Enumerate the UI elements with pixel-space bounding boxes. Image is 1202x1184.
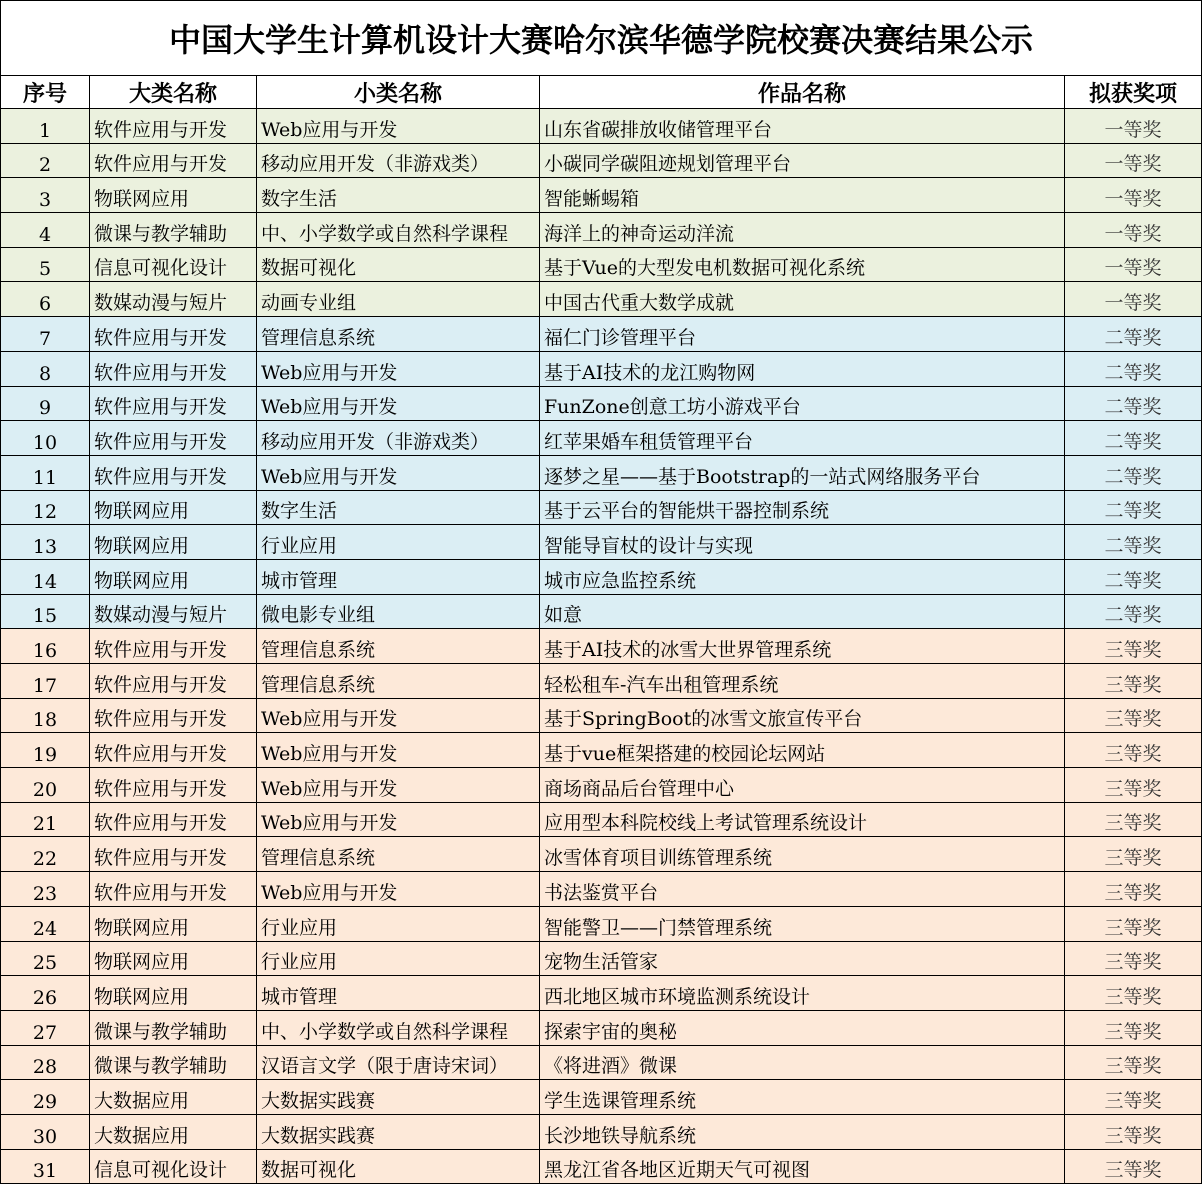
cell-major-category: 软件应用与开发 bbox=[90, 143, 257, 178]
table-row bbox=[1, 282, 1202, 317]
table-row bbox=[1, 664, 1202, 699]
cell-index: 11 bbox=[1, 455, 90, 490]
cell-minor-category: 数字生活 bbox=[257, 490, 540, 525]
cell-award: 三等奖 bbox=[1065, 872, 1202, 907]
cell-index: 1 bbox=[1, 109, 90, 144]
cell-award: 一等奖 bbox=[1065, 178, 1202, 213]
cell-award: 三等奖 bbox=[1065, 802, 1202, 837]
cell-work-name: 黑龙江省各地区近期天气可视图 bbox=[540, 1149, 1065, 1184]
cell-minor-category: 行业应用 bbox=[257, 906, 540, 941]
cell-work-name: 红苹果婚车租赁管理平台 bbox=[540, 421, 1065, 456]
cell-work-name: 西北地区城市环境监测系统设计 bbox=[540, 976, 1065, 1011]
cell-major-category: 数媒动漫与短片 bbox=[90, 282, 257, 317]
cell-major-category: 数媒动漫与短片 bbox=[90, 594, 257, 629]
cell-major-category: 软件应用与开发 bbox=[90, 386, 257, 421]
cell-index: 13 bbox=[1, 525, 90, 560]
cell-major-category: 信息可视化设计 bbox=[90, 1149, 257, 1184]
cell-index: 5 bbox=[1, 247, 90, 282]
cell-work-name: 基于云平台的智能烘干器控制系统 bbox=[540, 490, 1065, 525]
cell-minor-category: Web应用与开发 bbox=[257, 455, 540, 490]
cell-minor-category: Web应用与开发 bbox=[257, 768, 540, 803]
table-row bbox=[1, 976, 1202, 1011]
cell-minor-category: 汉语言文学（限于唐诗宋词） bbox=[257, 1045, 540, 1080]
table-row bbox=[1, 386, 1202, 421]
cell-minor-category: 管理信息系统 bbox=[257, 629, 540, 664]
table-row bbox=[1, 872, 1202, 907]
cell-minor-category: Web应用与开发 bbox=[257, 872, 540, 907]
table-row bbox=[1, 1010, 1202, 1045]
cell-award: 三等奖 bbox=[1065, 1149, 1202, 1184]
cell-award: 三等奖 bbox=[1065, 664, 1202, 699]
cell-minor-category: Web应用与开发 bbox=[257, 698, 540, 733]
cell-major-category: 物联网应用 bbox=[90, 178, 257, 213]
cell-major-category: 微课与教学辅助 bbox=[90, 1045, 257, 1080]
cell-work-name: 基于SpringBoot的冰雪文旅宣传平台 bbox=[540, 698, 1065, 733]
table-row bbox=[1, 1045, 1202, 1080]
header-work-name: 作品名称 bbox=[540, 76, 1065, 109]
cell-index: 3 bbox=[1, 178, 90, 213]
cell-major-category: 物联网应用 bbox=[90, 525, 257, 560]
table-row bbox=[1, 525, 1202, 560]
cell-major-category: 微课与教学辅助 bbox=[90, 213, 257, 248]
cell-work-name: 长沙地铁导航系统 bbox=[540, 1114, 1065, 1149]
cell-award: 二等奖 bbox=[1065, 455, 1202, 490]
header-index: 序号 bbox=[1, 76, 90, 109]
cell-minor-category: 中、小学数学或自然科学课程 bbox=[257, 213, 540, 248]
table-body bbox=[1, 109, 1202, 1184]
cell-index: 14 bbox=[1, 559, 90, 594]
title-row bbox=[1, 1, 1202, 76]
cell-award: 一等奖 bbox=[1065, 143, 1202, 178]
cell-major-category: 软件应用与开发 bbox=[90, 768, 257, 803]
table-row bbox=[1, 1149, 1202, 1184]
cell-index: 25 bbox=[1, 941, 90, 976]
cell-index: 26 bbox=[1, 976, 90, 1011]
table-row bbox=[1, 455, 1202, 490]
table-row bbox=[1, 906, 1202, 941]
cell-minor-category: 微电影专业组 bbox=[257, 594, 540, 629]
cell-index: 21 bbox=[1, 802, 90, 837]
cell-major-category: 软件应用与开发 bbox=[90, 109, 257, 144]
cell-index: 9 bbox=[1, 386, 90, 421]
header-award: 拟获奖项 bbox=[1065, 76, 1202, 109]
cell-minor-category: 大数据实践赛 bbox=[257, 1114, 540, 1149]
cell-award: 三等奖 bbox=[1065, 1114, 1202, 1149]
table-row bbox=[1, 351, 1202, 386]
header-major-category: 大类名称 bbox=[90, 76, 257, 109]
cell-minor-category: 管理信息系统 bbox=[257, 837, 540, 872]
cell-award: 三等奖 bbox=[1065, 1010, 1202, 1045]
cell-minor-category: 动画专业组 bbox=[257, 282, 540, 317]
cell-minor-category: 移动应用开发（非游戏类） bbox=[257, 421, 540, 456]
cell-work-name: 宠物生活管家 bbox=[540, 941, 1065, 976]
cell-minor-category: 数据可视化 bbox=[257, 1149, 540, 1184]
cell-minor-category: 中、小学数学或自然科学课程 bbox=[257, 1010, 540, 1045]
cell-award: 二等奖 bbox=[1065, 559, 1202, 594]
cell-work-name: 冰雪体育项目训练管理系统 bbox=[540, 837, 1065, 872]
cell-work-name: 福仁门诊管理平台 bbox=[540, 317, 1065, 352]
table-row bbox=[1, 629, 1202, 664]
cell-major-category: 软件应用与开发 bbox=[90, 733, 257, 768]
cell-index: 17 bbox=[1, 664, 90, 699]
cell-work-name: 中国古代重大数学成就 bbox=[540, 282, 1065, 317]
cell-index: 7 bbox=[1, 317, 90, 352]
cell-award: 二等奖 bbox=[1065, 317, 1202, 352]
cell-work-name: 轻松租车-汽车出租管理系统 bbox=[540, 664, 1065, 699]
page-title: 中国大学生计算机设计大赛哈尔滨华德学院校赛决赛结果公示 bbox=[1, 1, 1202, 76]
cell-award: 三等奖 bbox=[1065, 698, 1202, 733]
cell-minor-category: 数字生活 bbox=[257, 178, 540, 213]
header-row bbox=[1, 76, 1202, 109]
cell-award: 一等奖 bbox=[1065, 213, 1202, 248]
cell-award: 二等奖 bbox=[1065, 421, 1202, 456]
cell-major-category: 软件应用与开发 bbox=[90, 872, 257, 907]
cell-index: 29 bbox=[1, 1080, 90, 1115]
cell-award: 二等奖 bbox=[1065, 386, 1202, 421]
cell-minor-category: 移动应用开发（非游戏类） bbox=[257, 143, 540, 178]
cell-index: 23 bbox=[1, 872, 90, 907]
cell-award: 三等奖 bbox=[1065, 768, 1202, 803]
table-row bbox=[1, 559, 1202, 594]
cell-minor-category: 大数据实践赛 bbox=[257, 1080, 540, 1115]
table-row bbox=[1, 698, 1202, 733]
cell-award: 二等奖 bbox=[1065, 594, 1202, 629]
cell-minor-category: 城市管理 bbox=[257, 976, 540, 1011]
cell-work-name: 探索宇宙的奥秘 bbox=[540, 1010, 1065, 1045]
cell-index: 18 bbox=[1, 698, 90, 733]
cell-major-category: 信息可视化设计 bbox=[90, 247, 257, 282]
cell-award: 二等奖 bbox=[1065, 490, 1202, 525]
cell-award: 三等奖 bbox=[1065, 629, 1202, 664]
cell-minor-category: 城市管理 bbox=[257, 559, 540, 594]
cell-award: 三等奖 bbox=[1065, 1045, 1202, 1080]
table-row bbox=[1, 247, 1202, 282]
cell-major-category: 软件应用与开发 bbox=[90, 664, 257, 699]
table-row bbox=[1, 421, 1202, 456]
cell-minor-category: Web应用与开发 bbox=[257, 351, 540, 386]
cell-work-name: 小碳同学碳阻迹规划管理平台 bbox=[540, 143, 1065, 178]
cell-minor-category: Web应用与开发 bbox=[257, 733, 540, 768]
cell-work-name: 基于AI技术的冰雪大世界管理系统 bbox=[540, 629, 1065, 664]
cell-minor-category: 管理信息系统 bbox=[257, 664, 540, 699]
cell-major-category: 物联网应用 bbox=[90, 941, 257, 976]
cell-award: 三等奖 bbox=[1065, 1080, 1202, 1115]
cell-index: 6 bbox=[1, 282, 90, 317]
cell-minor-category: 行业应用 bbox=[257, 525, 540, 560]
cell-major-category: 软件应用与开发 bbox=[90, 421, 257, 456]
cell-index: 10 bbox=[1, 421, 90, 456]
cell-major-category: 软件应用与开发 bbox=[90, 317, 257, 352]
cell-index: 22 bbox=[1, 837, 90, 872]
cell-work-name: 基于Vue的大型发电机数据可视化系统 bbox=[540, 247, 1065, 282]
cell-index: 4 bbox=[1, 213, 90, 248]
cell-minor-category: 行业应用 bbox=[257, 941, 540, 976]
cell-work-name: 逐梦之星——基于Bootstrap的一站式网络服务平台 bbox=[540, 455, 1065, 490]
cell-index: 24 bbox=[1, 906, 90, 941]
cell-work-name: 智能蜥蜴箱 bbox=[540, 178, 1065, 213]
cell-work-name: 基于AI技术的龙江购物网 bbox=[540, 351, 1065, 386]
cell-award: 二等奖 bbox=[1065, 351, 1202, 386]
cell-major-category: 软件应用与开发 bbox=[90, 351, 257, 386]
table-row bbox=[1, 837, 1202, 872]
table-row bbox=[1, 733, 1202, 768]
cell-work-name: 山东省碳排放收储管理平台 bbox=[540, 109, 1065, 144]
cell-award: 三等奖 bbox=[1065, 976, 1202, 1011]
cell-award: 三等奖 bbox=[1065, 906, 1202, 941]
cell-work-name: 海洋上的神奇运动洋流 bbox=[540, 213, 1065, 248]
cell-major-category: 物联网应用 bbox=[90, 906, 257, 941]
cell-major-category: 大数据应用 bbox=[90, 1114, 257, 1149]
cell-work-name: 智能导盲杖的设计与实现 bbox=[540, 525, 1065, 560]
cell-index: 19 bbox=[1, 733, 90, 768]
cell-major-category: 物联网应用 bbox=[90, 559, 257, 594]
cell-work-name: 《将进酒》微课 bbox=[540, 1045, 1065, 1080]
cell-award: 三等奖 bbox=[1065, 733, 1202, 768]
table-row bbox=[1, 317, 1202, 352]
table-row bbox=[1, 213, 1202, 248]
table-row bbox=[1, 1080, 1202, 1115]
cell-major-category: 软件应用与开发 bbox=[90, 837, 257, 872]
table-row bbox=[1, 768, 1202, 803]
table-row bbox=[1, 109, 1202, 144]
cell-work-name: 如意 bbox=[540, 594, 1065, 629]
cell-minor-category: Web应用与开发 bbox=[257, 802, 540, 837]
cell-work-name: 智能警卫——门禁管理系统 bbox=[540, 906, 1065, 941]
cell-work-name: 书法鉴赏平台 bbox=[540, 872, 1065, 907]
cell-index: 31 bbox=[1, 1149, 90, 1184]
cell-index: 12 bbox=[1, 490, 90, 525]
cell-award: 二等奖 bbox=[1065, 525, 1202, 560]
cell-award: 三等奖 bbox=[1065, 837, 1202, 872]
cell-index: 8 bbox=[1, 351, 90, 386]
cell-minor-category: 数据可视化 bbox=[257, 247, 540, 282]
cell-major-category: 物联网应用 bbox=[90, 490, 257, 525]
cell-index: 27 bbox=[1, 1010, 90, 1045]
cell-major-category: 微课与教学辅助 bbox=[90, 1010, 257, 1045]
cell-minor-category: Web应用与开发 bbox=[257, 386, 540, 421]
cell-index: 16 bbox=[1, 629, 90, 664]
cell-work-name: 应用型本科院校线上考试管理系统设计 bbox=[540, 802, 1065, 837]
cell-major-category: 软件应用与开发 bbox=[90, 802, 257, 837]
cell-work-name: 城市应急监控系统 bbox=[540, 559, 1065, 594]
cell-index: 30 bbox=[1, 1114, 90, 1149]
cell-award: 一等奖 bbox=[1065, 109, 1202, 144]
table-row bbox=[1, 802, 1202, 837]
cell-minor-category: Web应用与开发 bbox=[257, 109, 540, 144]
cell-award: 一等奖 bbox=[1065, 282, 1202, 317]
table-row bbox=[1, 594, 1202, 629]
cell-major-category: 软件应用与开发 bbox=[90, 629, 257, 664]
table-row bbox=[1, 490, 1202, 525]
cell-index: 20 bbox=[1, 768, 90, 803]
cell-work-name: FunZone创意工坊小游戏平台 bbox=[540, 386, 1065, 421]
cell-work-name: 商场商品后台管理中心 bbox=[540, 768, 1065, 803]
cell-major-category: 大数据应用 bbox=[90, 1080, 257, 1115]
cell-index: 15 bbox=[1, 594, 90, 629]
cell-award: 三等奖 bbox=[1065, 941, 1202, 976]
table-row bbox=[1, 178, 1202, 213]
table-row bbox=[1, 1114, 1202, 1149]
table-row bbox=[1, 143, 1202, 178]
cell-award: 一等奖 bbox=[1065, 247, 1202, 282]
cell-minor-category: 管理信息系统 bbox=[257, 317, 540, 352]
cell-major-category: 软件应用与开发 bbox=[90, 455, 257, 490]
cell-work-name: 学生选课管理系统 bbox=[540, 1080, 1065, 1115]
cell-index: 28 bbox=[1, 1045, 90, 1080]
table-row bbox=[1, 941, 1202, 976]
header-minor-category: 小类名称 bbox=[257, 76, 540, 109]
cell-index: 2 bbox=[1, 143, 90, 178]
cell-major-category: 软件应用与开发 bbox=[90, 698, 257, 733]
cell-major-category: 物联网应用 bbox=[90, 976, 257, 1011]
cell-work-name: 基于vue框架搭建的校园论坛网站 bbox=[540, 733, 1065, 768]
